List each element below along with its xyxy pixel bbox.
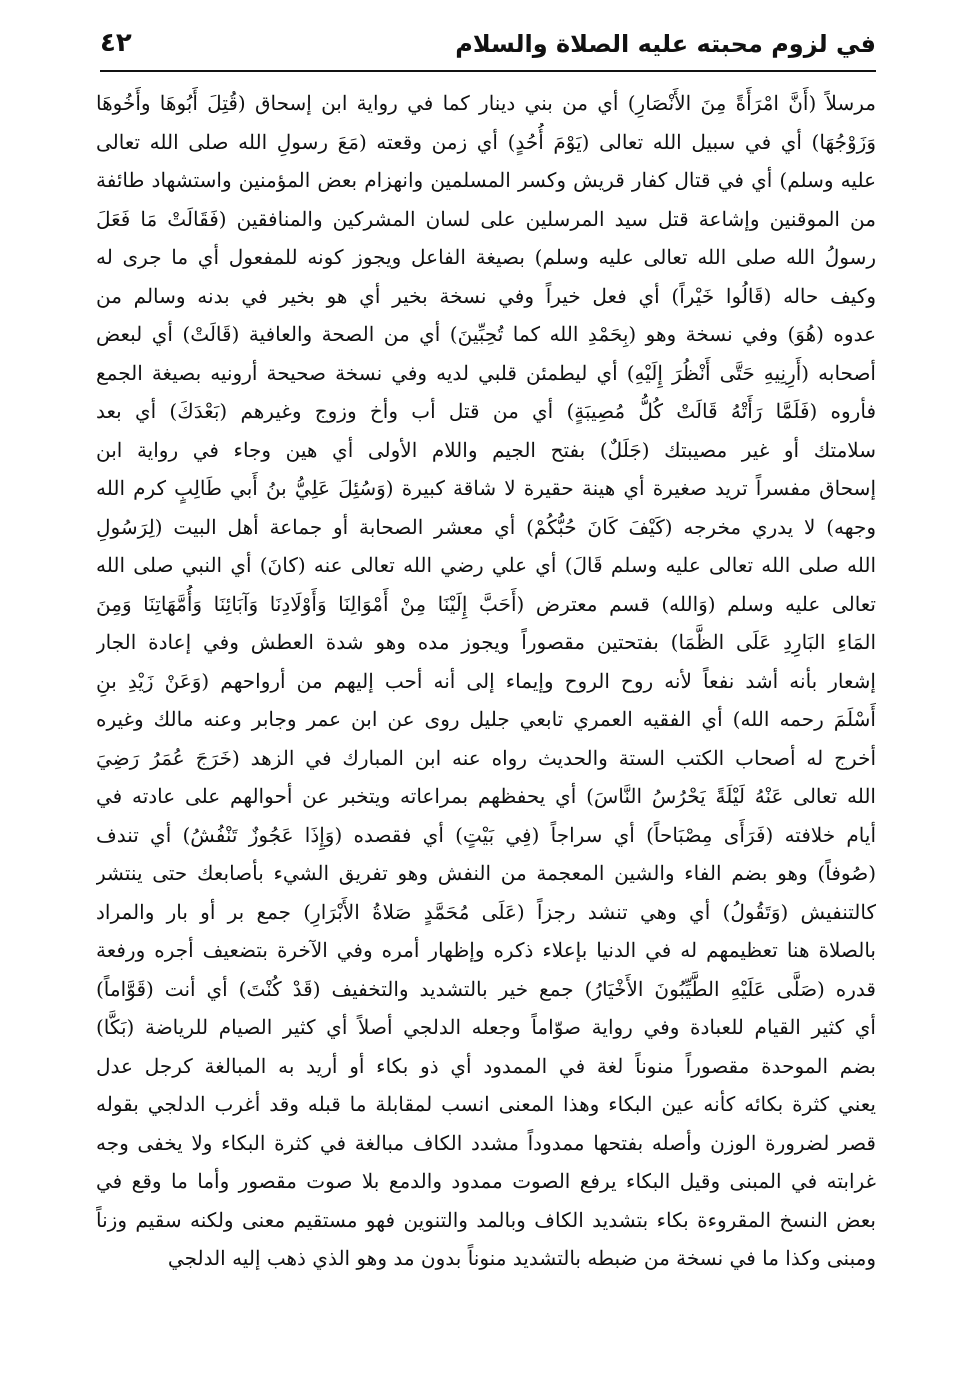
text-line: (صُوفاً) وهو بضم الفاء والشين المعجمة من النفش وهو تفريق الشيء بأصابعك حتى ينتشر [96,861,876,885]
text-line: فأروه (فَلَمَّا رَأَتْهُ قَالَتْ كُلُّ مُصِيبَةٍ) أي من قتل أب وأخ وزوج وغيرهم (بَعْدَكَ) أي بعد [96,399,876,423]
text-line: وجهه) لا يدري مخرجه (كَيْفَ كَانَ حُبُّكُمْ) أي معشر الصحابة أو جماعة أهل البيت (لِرَسُولِ [96,514,876,539]
text-line: قدره (صَلَّى عَلَيْهِ الطَّيِّبُونَ الأَخْيَارُ) جمع خير بالتشديد والتخفيف (قَدْ كُنْتَ) أي أنت (قَوَّاماً) [96,976,876,1001]
text-line: إشعار بأنه أشد نفعاً لأنه روح الروح وإيماء إلى أنه أحب إليهم من أرواحهم (وَعَنْ زَيْدِ بنِ [96,668,876,693]
text-line: وكيف حاله (قَالُوا خَيْراً) أي فعل خيراً وفي نسخة بخير أي هو بخير في بدنه وسالم من [96,283,876,308]
text-line: أصحابه (أَرِنِيهِ حَتَّى أَنْظُرَ إِلَيْهِ) أي ليطمئن قلبي لديه وفي نسخة صحيحة أرونيه بصيغة الجمع [96,360,876,385]
text-line: رسولُ الله صلى الله تعالى عليه وسلم) بصيغة الفاعل ويجوز كونه للمفعول أي ما جرى له [96,245,876,269]
text-line: قصر لضرورة الوزن وأصله بفتحها ممدوداً مشدد الكاف مبالغة في كثرة البكاء ولا يخفى وجه [96,1130,876,1155]
text-line: الله تعالى عَنْهُ لَيْلَةً يَحْرُسُ النَّاسَ) أي يحفظهم بمراعاته ويتخبر عن أحوالهم على عادته في [96,784,876,808]
text-line: أيام خلافته (فَرَأَى مِصْبَاحاً) أي سراجاً (فِي بَيْتٍ) أي فقصده (وَإِذَا عَجُوزٌ تَنْفُشُ) أي تندف [96,822,876,847]
text-line: بالصلاة هنا تعظيمهم له في الدنيا بإعلاء ذكره وإظهار أمره وفي الآخرة بتضعيف أجره ورفعة [96,938,876,962]
running-title: في لزوم محبته عليه الصلاة والسلام [455,30,876,58]
text-line: عدوه (هُوَ) وفي نسخة وهو (بِحَمْدِ الله كما تُحِبِّينَ) أي من الصحة والعافية (قَالَتْ) أي لبعض [96,322,876,346]
text-line: أَسْلَمَ رحمه الله) أي الفقيه العمري تابعي جليل روى عن ابن عمر وجابر وعنه مالك وغيره [96,707,876,731]
text-line: عليه وسلم) أي في قتال كفار قريش وكسر المسلمين وانهزام بعض المؤمنين واستشهاد طائفة [96,168,876,192]
header-rule [100,70,876,72]
body-text [96,84,876,1278]
text-line: المَاءِ البَارِدِ عَلَى الظَّمَا) بفتحتين مقصوراً ويجوز مده وهو شدة العطش وفي إعادة الجار [96,630,876,654]
text-line: الله صلى الله تعالى عليه وسلم قَالَ) أي علي رضي الله تعالى عنه (كانَ) أي النبي صلى الله [96,553,876,577]
text-line: مرسلاً (أَنَّ امْرَأَةً مِنَ الأَنْصَارِ) أي من بني دينار كما في رواية ابن إسحاق (قُتِلَ أَبُوهَا وأَخُوهَا [96,91,876,115]
text-line: أي كثير القيام للعبادة وفي رواية صوّاماً وجعله الدلجي أصلاً أي كثير الصيام للرياضة (بَكَّا) [96,1015,876,1039]
text-line: ومبنى وكذا ما في نسخة من ضبطه بالتشديد منوناً بدون مد وهو الذي ذهب إليه الدلجي [167,1246,876,1270]
text-line: وَزَوْجُهَا) أي في سبيل الله تعالى (يَوْمَ أُحُدٍ) أي زمن وقعته (مَعَ رسولِ الله صلى الله تعالى [96,129,876,154]
text-line: غرابته في المبنى وقيل البكاء يرفع الصوت ممدود والدمع بلا صوت مقصور وأما ما وقع في [96,1169,876,1193]
page-number: ٤٢ [100,28,132,58]
page-header [100,24,876,66]
text-line: يعني كثرة بكائه كأنه عين البكاء وهذا المعنى انسب لمقابلة ما قبله وقد أغرب الدلجي بقوله [96,1092,876,1116]
text-line: تعالى عليه وسلم (وَالله) قسم معترض (أَحَبَّ إِلَيْنَا مِنْ أَمْوَالِنَا وَأَوْلَادِنَا وَآبَائِنَا وَأُمَّهَاتِنَا وَمِنَ [96,591,876,616]
text-line: كالتنفيش (وَتَقُولُ) أي وهي تنشد رجزاً (عَلَى مُحَمَّدٍ صَلاةُ الأَبْرَارِ) جمع بر أو بار والمراد [96,899,876,924]
text-line: بضم الموحدة مقصوراً منوناً لغة في الممدود أي ذو بكاء أو أريد به المبالغة كرجل عدل [96,1053,876,1078]
text-line: أخرج له أصحاب الكتب الستة والحديث رواه عنه ابن المبارك في الزهد (خَرَجَ عُمَرُ رَضِيَ [96,745,876,770]
text-line: بعض النسخ المقروءة بكاء بتشديد الكاف وبالمد والتنوين فهو مستقيم معنى ولكنه سقيم وزناً [96,1207,876,1232]
text-line: من الموقنين وإشاعة قتل سيد المرسلين على لسان المشركين والمنافقين (فَقَالَتْ مَا فَعَلَ [96,206,876,231]
text-line: إسحاق مفسراً تريد صغيرة أي هينة حقيرة لا شاقة كبيرة (وَسُئِلَ عَلِيُّ بنُ أَبي طَالِبٍ كرم الله [96,476,876,500]
text-line: سلامتك أو غير مصيبتك (جَلَلٌ) بفتح الجيم واللام الأولى أي هين وجاء في رواية ابن [96,437,876,462]
